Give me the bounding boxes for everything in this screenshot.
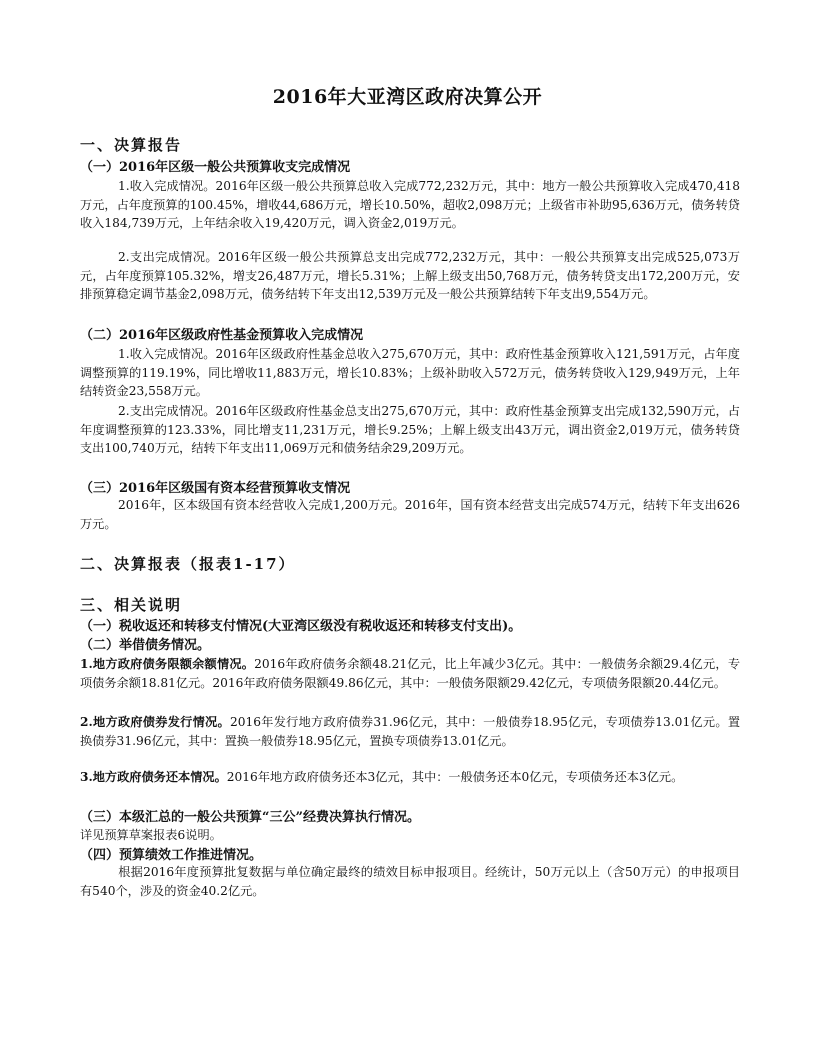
paragraph-text: 2016年政府债务余额48.21亿元，比上年减少3亿元。其中：一般债务余额29.4亿元，专项债务余额18.81亿元。2016年政府债务限额49.86亿元，其中：一般债务限额29.42亿元，专项债务限额20.44亿元。 [80, 657, 741, 690]
section-heading-report: 一、决算报告 [80, 136, 183, 154]
paragraph-text: 2016年地方政府债务还本3亿元，其中：一般债务还本0亿元，专项债务还本3亿元。 [226, 770, 684, 784]
subheading-general-budget: （一）2016年区级一般公共预算收支完成情况 [80, 160, 351, 175]
paragraph-text: 2016年发行地方政府债券31.96亿元，其中：一般债券18.95亿元，专项债券13.01亿元。置换债券31.96亿元，其中：置换一般债券18.95亿元，置换专项债券13.01亿元。 [80, 715, 741, 748]
subheading-tax-return: （一）税收返还和转移支付情况(大亚湾区级没有税收返还和转移支付支出)。 [80, 619, 522, 634]
paragraph-text: 2.支出完成情况。2016年区级一般公共预算总支出完成772,232万元，其中：一般公共预算支出完成525,073万元，占年度预算105.32%，增支26,487万元，增长5.31%；上解上级支出50,768万元，债务转贷支出172,200万元，安排预算稳定调节基金2,098万元，债务结转下年支出12,539万元及一般公共预算结转下年支出9,554万元。 [80, 250, 740, 302]
paragraph-debt-limit [80, 655, 740, 692]
paragraph-state-capital [80, 496, 740, 533]
subheading-three-public: （三）本级汇总的一般公共预算“三公”经费决算执行情况。 [80, 810, 420, 825]
paragraph-general-income [80, 177, 740, 233]
paragraph-bond-issue [80, 713, 740, 750]
paragraph-lead: 1.地方政府债务限额余额情况。 [80, 657, 255, 671]
section-heading-tables: 二、决算报表（报表1-17） [80, 555, 296, 573]
paragraph-fund-income [80, 345, 740, 401]
paragraph-text: 根据2016年度预算批复数据与单位确定最终的绩效目标申报项目。经统计，50万元以上（含50万元）的申报项目有540个，涉及的资金40.2亿元。 [80, 865, 740, 898]
paragraph-fund-expense [80, 402, 740, 458]
paragraph-general-expense [80, 248, 740, 304]
paragraph-text: 1.收入完成情况。2016年区级一般公共预算总收入完成772,232万元，其中：地方一般公共预算收入完成470,418万元，占年度预算的100.45%，增收44,686万元，增长10.50%，超收2,098万元；上级省市补助95,636万元，债务转贷收入184,739万元，上年结余收入19,420万元，调入资金2,019万元。 [80, 179, 740, 231]
paragraph-text: 1.收入完成情况。2016年区级政府性基金总收入275,670万元，其中：政府性基金预算收入121,591万元，占年度调整预算的119.19%，同比增收11,883万元，增长10.83%；上级补助收入572万元，债务转贷收入129,949万元，上年结转资金23,558万元。 [80, 347, 740, 399]
section-heading-notes: 三、相关说明 [80, 596, 183, 614]
paragraph-text: 2016年，区本级国有资本经营收入完成1,200万元。2016年，国有资本经营支出完成574万元，结转下年支出626万元。 [80, 498, 740, 531]
paragraph-lead: 3.地方政府债务还本情况。 [80, 770, 227, 784]
paragraph-debt-repayment [80, 768, 740, 787]
paragraph-text: 2.支出完成情况。2016年区级政府性基金总支出275,670万元，其中：政府性基金预算支出完成132,590万元，占年度调整预算的123.33%，同比增支11,231万元，增长9.25%；上解上级支出43万元，调出资金2,019万元，债务转贷支出100,740万元，结转下年支出11,069万元和债务结余29,209万元。 [80, 404, 740, 456]
subheading-fund-budget: （二）2016年区级政府性基金预算收入完成情况 [80, 328, 364, 343]
paragraph-lead: 2.地方政府债券发行情况。 [80, 715, 230, 729]
subheading-debt: （二）举借债务情况。 [80, 638, 211, 653]
subheading-state-capital: （三）2016年区级国有资本经营预算收支情况 [80, 481, 351, 496]
document-title: 2016年大亚湾区政府决算公开 [272, 86, 543, 108]
paragraph-three-public: 详见预算草案报表6说明。 [80, 828, 222, 842]
paragraph-performance [80, 863, 740, 900]
subheading-performance: （四）预算绩效工作推进情况。 [80, 848, 263, 863]
